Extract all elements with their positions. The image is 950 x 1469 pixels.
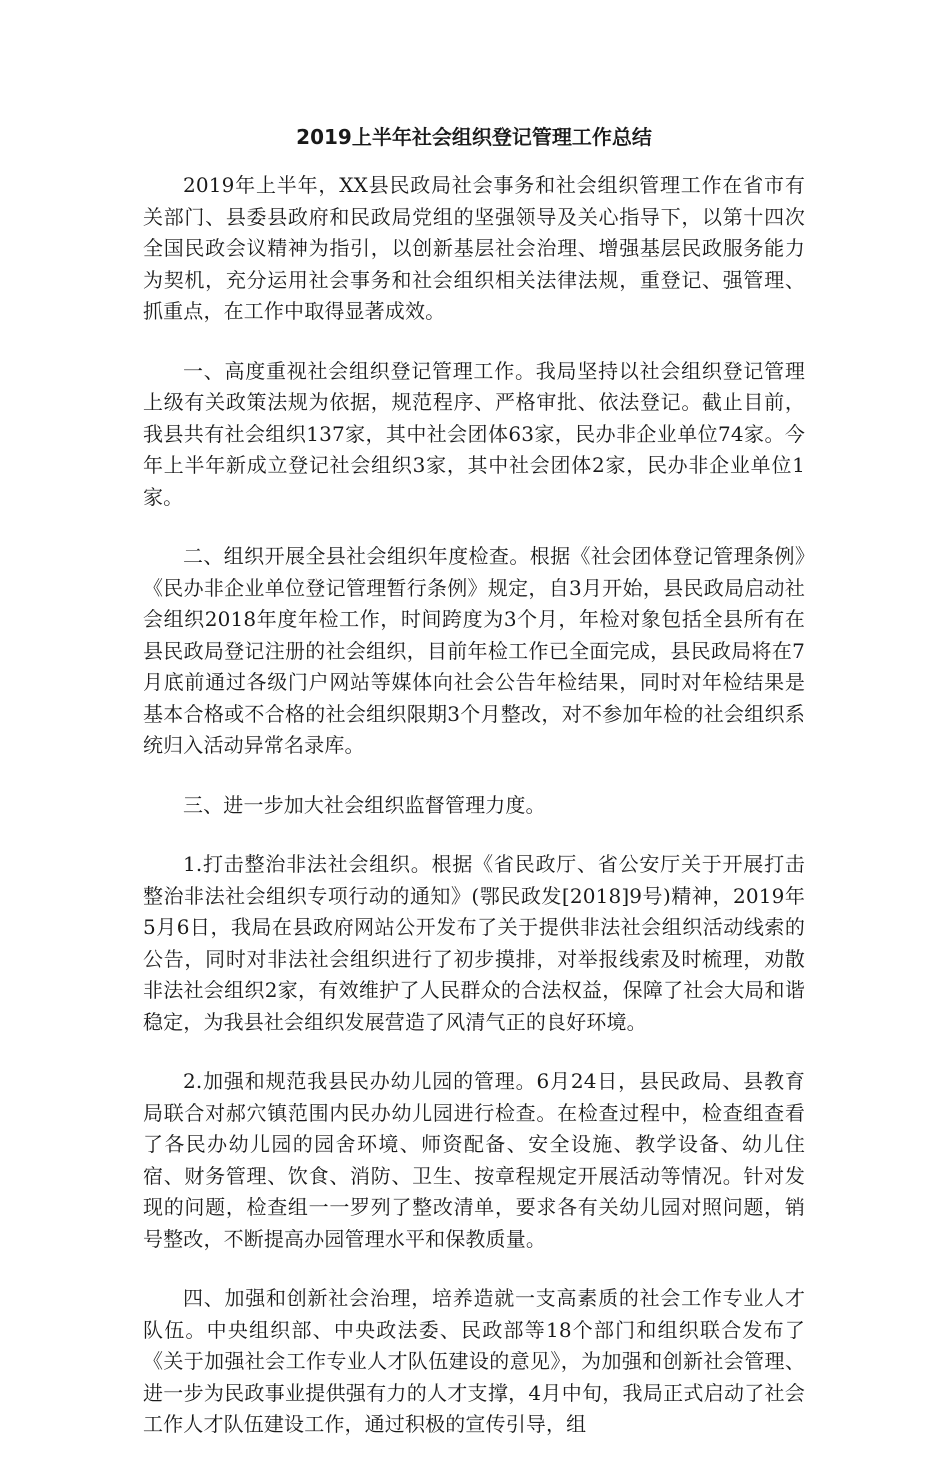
paragraph-section-3-item-2: 2.加强和规范我县民办幼儿园的管理。6月24日，县民政局、县教育局联合对郝穴镇范围内民办幼儿园进行检查。在检查过程中，检查组查看了各民办幼儿园的园舍环境、师资配备、安全设施、教学设备、幼儿住宿、财务管理、饮食、消防、卫生、按章程规定开展活动等情况。针对发现的问题，检查组一一罗列了整改清单，要求各有关幼儿园对照问题，销号整改，不断提高办园管理水平和保教质量。 (143, 1069, 805, 1251)
paragraph-section-4: 四、加强和创新社会治理，培养造就一支高素质的社会工作专业人才队伍。中央组织部、中央政法委、民政部等18个部门和组织联合发布了《关于加强社会工作专业人才队伍建设的意见》，为加强和创新社会管理、进一步为民政事业提供强有力的人才支撑，4月中旬，我局正式启动了社会工作人才队伍建设工作，通过积极的宣传引导，组 (143, 1286, 805, 1436)
document-title: 2019上半年社会组织登记管理工作总结 (296, 125, 652, 149)
paragraph-section-2: 二、组织开展全县社会组织年度检查。根据《社会团体登记管理条例》《民办非企业单位登记管理暂行条例》规定，自3月开始，县民政局启动社会组织2018年度年检工作，时间跨度为3个月，年检对象包括全县所有在县民政局登记注册的社会组织，目前年检工作已全面完成，县民政局将在7月底前通过各级门户网站等媒体向社会公告年检结果，同时对年检结果是基本合格或不合格的社会组织限期3个月整改，对不参加年检的社会组织系统归入活动异常名录库。 (143, 544, 805, 757)
paragraph-section-3-item-1: 1.打击整治非法社会组织。根据《省民政厅、省公安厅关于开展打击整治非法社会组织专项行动的通知》(鄂民政发[2018]9号)精神，2019年5月6日，我局在县政府网站公开发布了关于提供非法社会组织活动线索的公告，同时对非法社会组织进行了初步摸排，对举报线索及时梳理，劝散非法社会组织2家，有效维护了人民群众的合法权益，保障了社会大局和谐稳定，为我县社会组织发展营造了风清气正的良好环境。 (143, 852, 805, 1034)
paragraph-intro: 2019年上半年，XX县民政局社会事务和社会组织管理工作在省市有关部门、县委县政府和民政局党组的坚强领导及关心指导下，以第十四次全国民政会议精神为指引，以创新基层社会治理、增强基层民政服务能力为契机，充分运用社会事务和社会组织相关法律法规，重登记、强管理、抓重点，在工作中取得显著成效。 (143, 173, 805, 323)
document-body (143, 170, 805, 1469)
paragraph-section-1: 一、高度重视社会组织登记管理工作。我局坚持以社会组织登记管理上级有关政策法规为依据，规范程序、严格审批、依法登记。截止目前，我县共有社会组织137家，其中社会团体63家，民办非企业单位74家。今年上半年新成立登记社会组织3家，其中社会团体2家，民办非企业单位1家。 (143, 358, 805, 509)
paragraph-section-3-heading: 三、进一步加大社会组织监督管理力度。 (183, 792, 546, 817)
